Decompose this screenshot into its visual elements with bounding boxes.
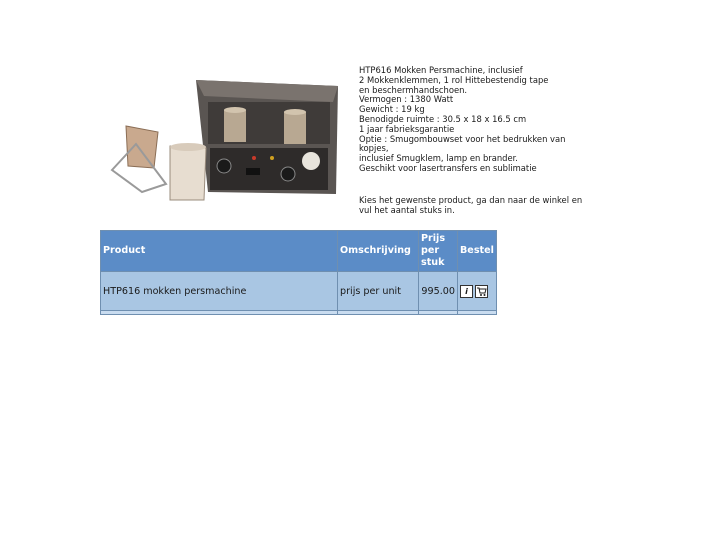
- table-row: [101, 311, 496, 314]
- desc-line: en beschermhandschoen.: [359, 84, 468, 95]
- desc-line: inclusief Smugklem, lamp en brander.: [359, 153, 518, 164]
- table-header-row: [101, 231, 496, 271]
- header-order: Bestel: [458, 231, 496, 271]
- product-description: [359, 66, 589, 215]
- desc-line: Vermogen : 1380 Watt: [359, 94, 454, 105]
- desc-line: Gewicht : 19 kg: [359, 104, 425, 115]
- desc-line: Optie : Smugombouwset voor het bedrukken van kopjes,: [359, 133, 566, 154]
- desc-line: 1 jaar fabrieksgarantie: [359, 123, 455, 134]
- header-price: Prijs per stuk: [419, 231, 457, 271]
- cell-product: HTP616 mokken persmachine: [101, 272, 337, 310]
- product-table: [100, 230, 497, 315]
- cell-description: prijs per unit: [338, 272, 418, 310]
- desc-line: HTP616 Mokken Persmachine, inclusief: [359, 65, 523, 75]
- product-image: [108, 74, 340, 204]
- order-instruction: Kies het gewenste product, ga dan naar de winkel en vul het aantal stuks in.: [359, 194, 583, 215]
- desc-line: Benodigde ruimte : 30.5 x 18 x 16.5 cm: [359, 113, 527, 124]
- cell-price: 995.00: [419, 272, 457, 310]
- cell-order: [458, 272, 496, 310]
- desc-line: Geschikt voor lasertransfers en sublimatie: [359, 162, 537, 173]
- cart-icon[interactable]: [475, 285, 488, 298]
- table-row: [101, 272, 496, 310]
- header-product: Product: [101, 231, 337, 271]
- header-description: Omschrijving: [338, 231, 418, 271]
- desc-line: 2 Mokkenklemmen, 1 rol Hittebestendig tape: [359, 74, 549, 85]
- info-icon[interactable]: i: [460, 285, 473, 298]
